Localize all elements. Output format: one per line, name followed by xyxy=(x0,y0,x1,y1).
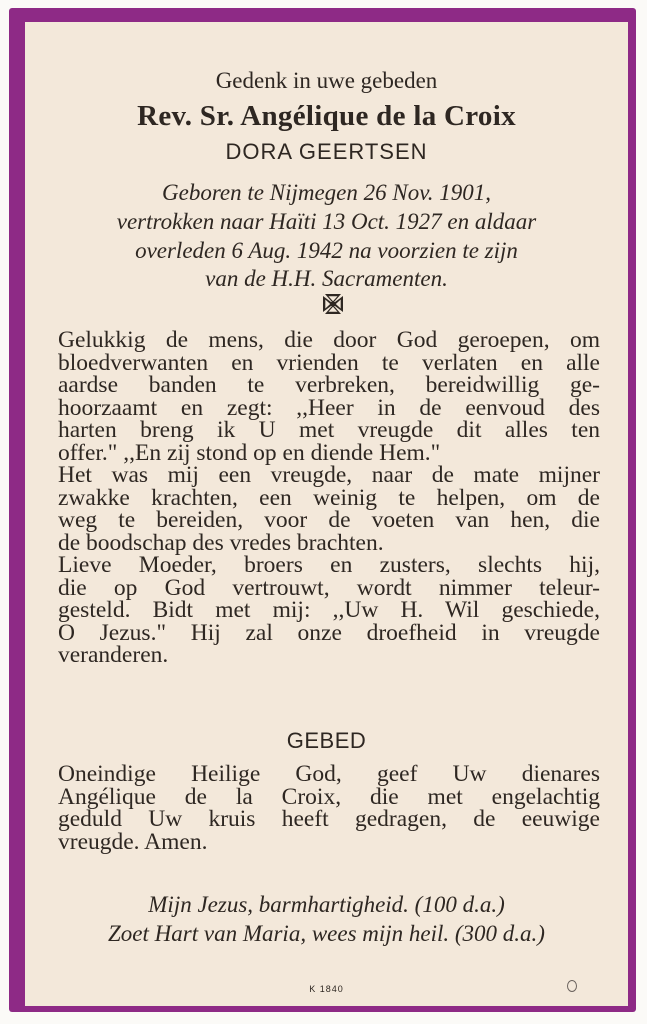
cross-pattee-icon xyxy=(321,292,345,316)
memorial-card xyxy=(25,22,628,1006)
bio-line: Geboren te Nijmegen 26 Nov. 1901, xyxy=(162,180,491,205)
text-line: Angélique de la Croix, die met engelachtig xyxy=(58,783,600,810)
text-line: O Jezus." Hij zal onze droefheid in vreugde xyxy=(58,619,600,646)
intro-text: Gedenk in uwe gebeden xyxy=(215,68,438,93)
memorial-card-border xyxy=(9,8,636,1012)
text-line: hoorzaamt en zegt: ,,Heer in de eenvoud des xyxy=(58,394,600,421)
text-line: aardse banden te verbreken, bereidwillig ge- xyxy=(58,372,600,398)
text-line: harten breng ik U met vreugde dit alles ten xyxy=(58,417,600,443)
paragraph-family xyxy=(58,554,600,667)
text-line: die op God vertrouwt, wordt nimmer teleur- xyxy=(58,574,600,601)
printer-mark-icon xyxy=(567,980,577,992)
text-line: bloedverwanten en vrienden te verlaten en alle xyxy=(58,349,600,376)
prayer-heading: GEBED xyxy=(286,728,367,753)
invocation: Zoet Hart van Maria, wees mijn heil. (300 d.a.) xyxy=(108,921,545,946)
deceased-name: Rev. Sr. Angélique de la Croix xyxy=(137,100,516,132)
text-line: Het was mij een vreugde, naar de mate mijner xyxy=(58,462,600,488)
paragraph-joy xyxy=(58,464,600,554)
text-line: gesteld. Bidt met mij: ,,Uw H. Wil geschiede, xyxy=(58,597,600,623)
text-line: veranderen. xyxy=(58,642,169,668)
text-line: zwakke krachten, een weinig te helpen, om de xyxy=(58,484,600,511)
paragraph-calling xyxy=(58,329,600,464)
text-line: geduld Uw kruis heeft gedragen, de eeuwige xyxy=(58,806,600,832)
text-line: weg te bereiden, voor de voeten van hen, die xyxy=(58,507,600,533)
birth-name: DORA GEERTSEN xyxy=(225,139,428,164)
text-line: Gelukkig de mens, die door God geroepen, om xyxy=(58,327,600,353)
text-line: offer." ,,En zij stond op en diende Hem." xyxy=(58,439,441,466)
printer-code: K 1840 xyxy=(309,984,344,994)
prayer-text xyxy=(58,763,600,853)
text-line: Lieve Moeder, broers en zusters, slechts hij, xyxy=(58,552,600,578)
invocation: Mijn Jezus, barmhartigheid. (100 d.a.) xyxy=(148,892,505,917)
bio-line: van de H.H. Sacramenten. xyxy=(205,266,448,291)
text-line: vreugde. Amen. xyxy=(58,828,208,855)
text-line: Oneindige Heilige God, geef Uw dienares xyxy=(58,761,600,787)
bio-line: overleden 6 Aug. 1942 na voorzien te zijn xyxy=(135,238,518,263)
bio-line: vertrokken naar Haïti 13 Oct. 1927 en aldaar xyxy=(116,209,537,234)
text-line: de boodschap des vredes brachten. xyxy=(58,529,384,556)
